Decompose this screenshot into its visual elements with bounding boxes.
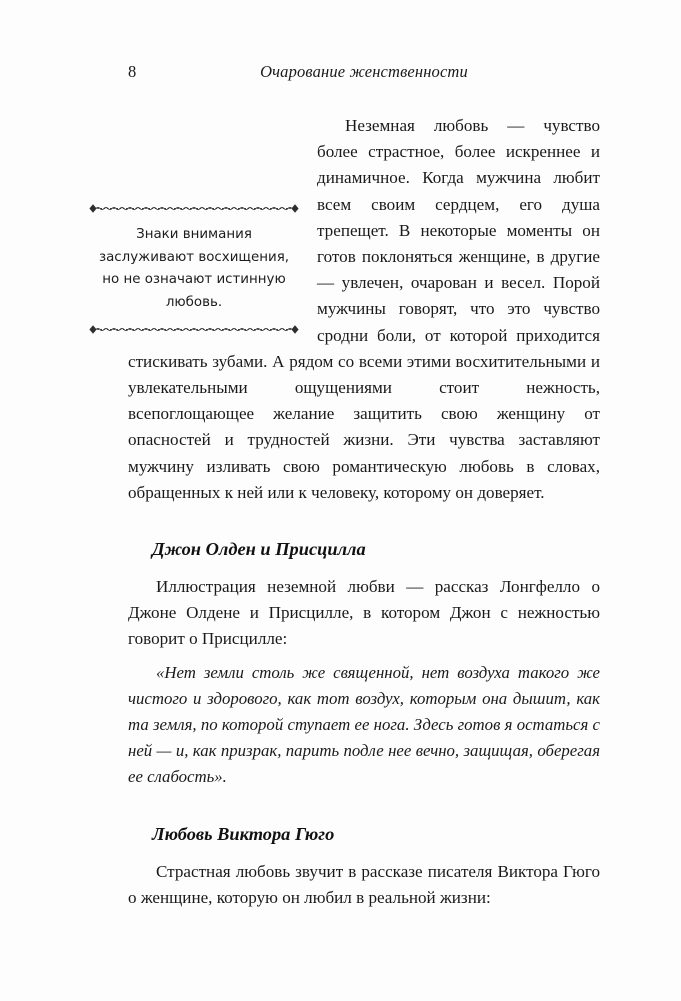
text-column <box>98 113 600 911</box>
running-title: Очарование женственности <box>260 62 468 81</box>
spacer <box>128 847 600 859</box>
paragraph-longfellow: Иллюстрация неземной любви — рассказ Лонгфелло о Джоне Олдене и Присцилле, в котором Джон с нежностью говорит о Присцилле: <box>128 577 600 649</box>
heading-victor-hugo: Любовь Виктора Гюго <box>152 823 335 844</box>
pull-quote-line-4: любовь. <box>165 294 223 310</box>
pull-quote-bottom-rule <box>88 323 300 336</box>
spacer <box>128 653 600 660</box>
pull-quote-text <box>88 215 300 323</box>
paragraph-victor-hugo: Страстная любовь звучит в рассказе писателя Виктора Гюго о женщине, которую он любил в реальной жизни: <box>128 861 600 907</box>
running-head <box>128 60 600 84</box>
spacer <box>128 506 600 536</box>
pull-quote-line-2: заслуживают восхищения, <box>98 249 290 265</box>
page-number: 8 <box>128 62 137 81</box>
spacer <box>128 791 600 821</box>
paragraph-unearthly-love: Неземная любовь — чувство более страстное, более искреннее и динамичное. Когда мужчина любит всем своим сердцем, его душа трепещет. В некоторые моменты он готов поклоняться женщине, в другие — увлечен, очарован и весел. Порой мужчины говорят, что это чувство сродни боли, от которой приходится стискивать зубами. А рядом со всеми этими восхитительными и увлекательными ощущениями стоит нежность, всепоглощающее желание защитить свою женщину от опасностей и трудностей жизни. Эти чувства заставляют мужчину изливать свою романтическую любовь в словах, обращенных к ней или к человеку, которому он доверяет. <box>128 116 600 502</box>
pull-quote-line-3: но не означают истинную <box>102 272 286 288</box>
pull-quote-line-1: Знаки внимания <box>136 227 252 242</box>
heading-john-alden: Джон Олден и Присцилла <box>152 539 366 560</box>
pull-quote-top-rule <box>88 202 300 215</box>
pull-quote-callout <box>88 202 300 336</box>
spacer <box>128 562 600 574</box>
quotation-john-alden: «Нет земли столь же священной, нет воздуха такого же чистого и здорового, как тот воздух, которым она дышит, как та земля, по которой ступает ее нога. Здесь готов я остаться с ней — и, как призрак, парить подле нее вечно, защищая, оберегая ее слабость». <box>128 662 600 787</box>
